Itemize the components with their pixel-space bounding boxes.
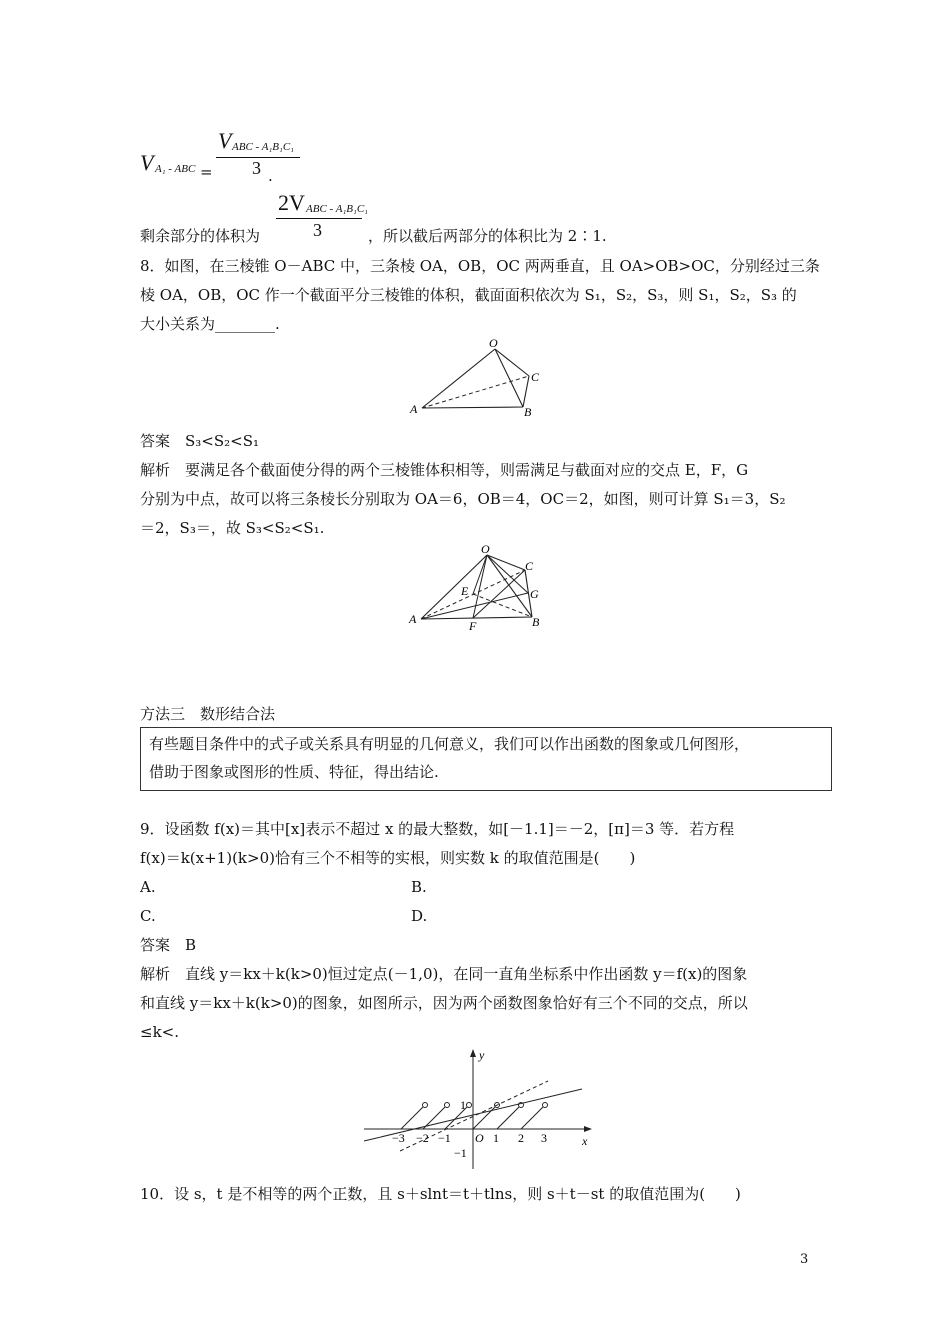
label-b: B [524, 405, 532, 419]
method3-title: 方法三 数形结合法 [140, 705, 276, 723]
remaining-suffix: ，所以截后两部分的体积比为 2∶1. [368, 227, 607, 245]
label-e: E [461, 584, 469, 598]
formula-lhs-sub: A₁ - ABC [155, 163, 196, 175]
tick-label-xm1: −1 [438, 1131, 451, 1145]
q8-answer: 答案 S₃<S₂<S₁ [140, 432, 260, 450]
formula-end: . [268, 167, 273, 185]
q9-line2: f(x)＝k(x+1)(k>0)恰有三个不相等的实根，则实数 k 的取值范围是( ) [140, 849, 636, 867]
label-a: A [409, 612, 417, 626]
fraction-bar [276, 218, 362, 219]
q8-line2: 棱 OA，OB，OC 作一个截面平分三棱锥的体积，截面面积依次为 S₁，S₂，S₃，则 S₁，S₂，S₃ 的 [140, 286, 797, 304]
tetrahedron-figure-2 [405, 542, 550, 634]
method3-box-line2: 借助于图象或图形的性质、特征，得出结论. [149, 763, 439, 781]
label-o: O [489, 336, 498, 350]
formula-equals: = [200, 163, 213, 181]
formula-num-v: V [218, 128, 232, 153]
q9-line1: 9．设函数 f(x)＝其中[x]表示不超过 x 的最大整数，如[－1.1]＝－2，[π]＝3 等．若方程 [140, 820, 735, 838]
q9-analysis-3: ≤k<. [140, 1023, 179, 1041]
method3-box [140, 727, 832, 791]
q8-analysis-3: ＝2，S₃＝，故 S₃<S₂<S₁. [140, 519, 325, 537]
formula-num-sub: ABC - A₁B₁C₁ [232, 141, 294, 153]
tick-label-xm2: −2 [416, 1131, 429, 1145]
remaining-frac-sub: ABC - A₁B₁C₁ [306, 203, 368, 215]
tick-label-x2: 2 [518, 1131, 524, 1145]
formula-lhs-v: V [140, 150, 154, 175]
formula-den: 3 [252, 158, 261, 178]
tick-label-1: 1 [460, 1098, 466, 1112]
q9-answer: 答案 B [140, 936, 197, 954]
label-c: C [525, 559, 534, 573]
q9-option-d: D. [411, 907, 428, 925]
label-a: A [410, 402, 418, 416]
q8-analysis-1: 解析 要满足各个截面使分得的两个三棱锥体积相等，则需满足与截面对应的交点 E，F，G [140, 461, 749, 479]
label-f: F [469, 619, 477, 633]
tetrahedron-figure-1 [405, 336, 550, 421]
label-b: B [532, 615, 540, 629]
label-o: O [481, 542, 490, 556]
method3-box-line1: 有些题目条件中的式子或关系具有明显的几何意义，我们可以作出函数的图象或几何图形， [149, 735, 750, 753]
q9-option-c: C. [140, 907, 156, 925]
origin-label: O [475, 1131, 484, 1145]
q9-option-b: B. [411, 878, 427, 896]
q9-option-a: A. [140, 878, 156, 896]
tick-label-x1: 1 [493, 1131, 499, 1145]
remaining-volume-line [140, 190, 840, 250]
tick-label-neg1: −1 [454, 1146, 467, 1160]
q10-line1: 10．设 s，t 是不相等的两个正数，且 s＋slnt＝t＋tlns，则 s＋t－st 的取值范围为( ) [140, 1185, 741, 1203]
q8-line1: 8．如图，在三棱锥 O－ABC 中，三条棱 OA，OB，OC 两两垂直，且 OA>OB>OC，分别经过三条 [140, 257, 820, 275]
axis-label-x: x [582, 1134, 588, 1148]
label-g: G [530, 587, 539, 601]
formula-v-ratio [140, 128, 340, 188]
tick-label-x3: 3 [541, 1131, 547, 1145]
page-number: 3 [800, 1252, 809, 1267]
q9-analysis-1: 解析 直线 y＝kx＋k(k>0)恒过定点(－1,0)，在同一直角坐标系中作出函数 y＝f(x)的图象 [140, 965, 748, 983]
q8-analysis-2: 分别为中点，故可以将三条棱长分别取为 OA＝6，OB＝4，OC＝2，如图，则可计算 S₁＝3，S₂ [140, 490, 786, 508]
axis-label-y: y [479, 1048, 485, 1062]
remaining-frac-num: 2V [278, 190, 305, 215]
q8-line3: 大小关系为________. [140, 315, 280, 333]
remaining-frac-den: 3 [313, 220, 322, 240]
floor-function-graph [360, 1045, 600, 1173]
remaining-prefix: 剩余部分的体积为 [140, 227, 261, 245]
q9-analysis-2: 和直线 y＝kx＋k(k>0)的图象，如图所示，因为两个函数图象恰好有三个不同的交点，所以 [140, 994, 748, 1012]
tick-label-xm3: −3 [392, 1131, 405, 1145]
label-c: C [531, 370, 540, 384]
